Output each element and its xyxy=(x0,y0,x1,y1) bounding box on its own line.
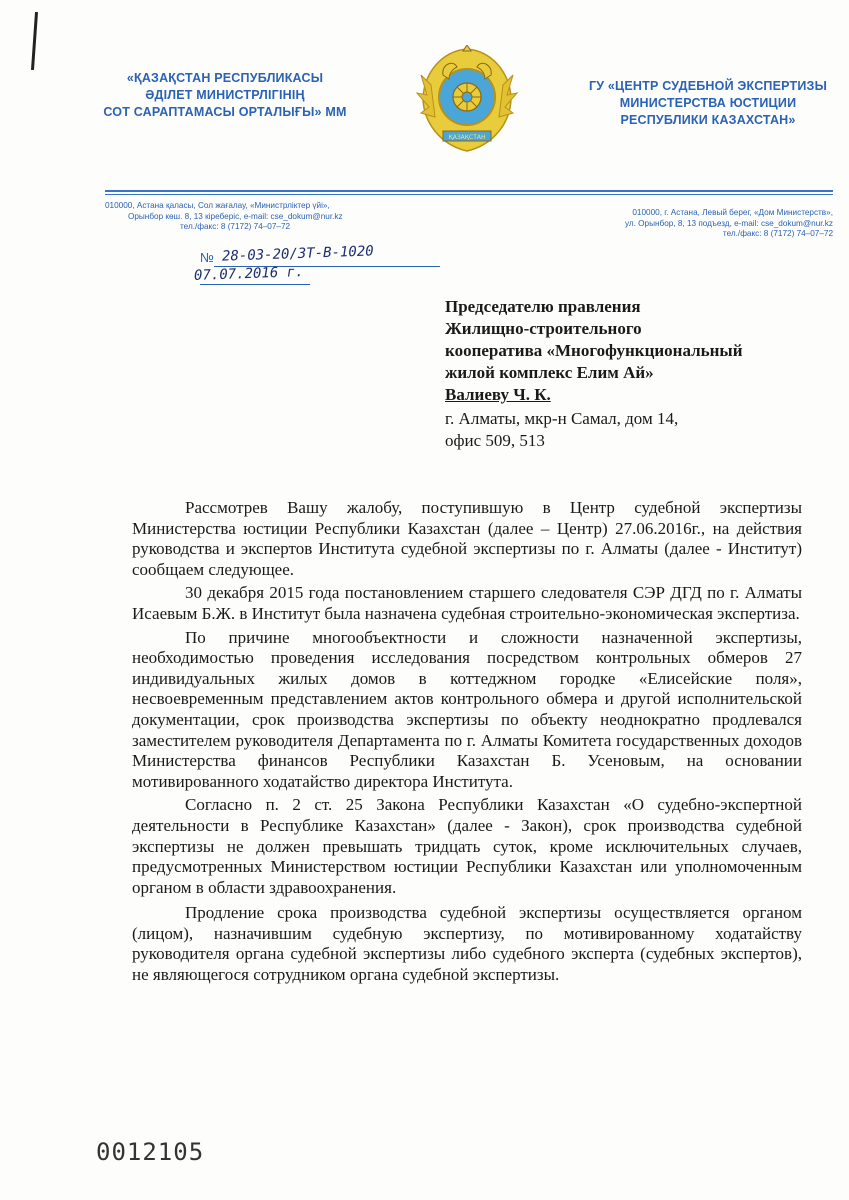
outgoing-number-field xyxy=(193,243,440,288)
letterhead-left xyxy=(100,70,350,121)
body-paragraph: Рассмотрев Вашу жалобу, поступившую в Центр судебной экспертизы Министерства юстиции Республики Казахстан (далее – Центр) 27.06.2016г., на действия руководства и экспертов Института судебной экспертизы по г. Алматы (далее - Институт) сообщаем следующее. xyxy=(132,498,802,579)
recipient-line: Председателю правления xyxy=(445,297,641,316)
letterhead-right-line: МИНИСТЕРСТВА ЮСТИЦИИ xyxy=(619,96,797,110)
letterhead-right xyxy=(578,78,838,129)
letterhead-rule xyxy=(105,190,833,192)
recipient-line: жилой комплекс Елим Ай» xyxy=(445,363,654,382)
address-right-line: ул. Орынбор, 8, 13 подъезд, e-mail: cse_dokum@nur.kz xyxy=(624,218,833,228)
recipient-line: кооператива «Многофункциональный xyxy=(445,341,743,360)
address-right xyxy=(560,208,833,240)
letterhead-rule-thin xyxy=(105,194,833,195)
recipient-block xyxy=(445,296,825,452)
body-paragraph: Продление срока производства судебной экспертизы осуществляется органом (лицом), назначившим судебную экспертизу, по мотивированному ходатайству руководителя органа судебной экспертизы либо судебного эксперта (судебных экспертов), не являющегося сотрудником органа судебной экспертизы. xyxy=(132,903,802,985)
letterhead-left-line: СОТ САРАПТАМАСЫ ОРТАЛЫҒЫ» ММ xyxy=(103,105,347,119)
address-left-line: Орынбор көш. 8, 13 кіреберіс, e-mail: cse_dokum@nur.kz xyxy=(128,211,343,221)
letterhead-left-line: «ҚАЗАҚСТАН РЕСПУБЛИКАСЫ xyxy=(126,71,324,85)
letterhead-right-line: ГУ «ЦЕНТР СУДЕБНОЙ ЭКСПЕРТИЗЫ xyxy=(588,79,828,93)
letter-body xyxy=(132,498,802,986)
recipient-address: офис 509, 513 xyxy=(445,431,545,450)
number-sign: № xyxy=(200,250,214,265)
recipient-name: Валиеву Ч. К. xyxy=(445,385,551,404)
address-right-line: тел./факс: 8 (7172) 74–07–72 xyxy=(722,229,833,238)
recipient-line: Жилищно-строительного xyxy=(445,319,642,338)
letterhead-left-line: ӘДІЛЕТ МИНИСТРЛІГІНІҢ xyxy=(145,88,305,102)
date-underline xyxy=(200,284,310,285)
address-right-line: 010000, г. Астана, Левый берег, «Дом Министерств», xyxy=(632,208,833,217)
body-paragraph: 30 декабря 2015 года постановлением старшего следователя СЭР ДГД по г. Алматы Исаевым Б.Ж. в Институт была назначена судебная строительно-экономическая экспертиза. xyxy=(132,583,802,623)
outgoing-number: 28-03-20/ЗТ-В-1020 xyxy=(221,243,374,265)
margin-mark xyxy=(31,12,38,70)
address-left xyxy=(105,201,405,233)
emblem-text: ҚАЗАҚСТАН xyxy=(448,134,486,141)
body-paragraph: Согласно п. 2 ст. 25 Закона Республики Казахстан «О судебно-экспертной деятельности в Республике Казахстан» (далее - Закон), срок производства судебной экспертизы не должен превышать тридцать суток, кроме исключительных случаев, предусмотренных Министерством юстиции Республики Казахстан или уполномоченным органом в области здравоохранения. xyxy=(132,795,802,897)
letterhead-right-line: РЕСПУБЛИКИ КАЗАХСТАН» xyxy=(620,113,796,127)
state-emblem xyxy=(413,45,521,157)
outgoing-date: 07.07.2016 г. xyxy=(193,264,304,284)
address-left-line: тел./факс: 8 (7172) 74–07–72 xyxy=(180,222,291,231)
body-paragraph: По причине многообъектности и сложности назначенной экспертизы, необходимостью проведения исследования посредством контрольных обмеров 27 индивидуальных жилых домов в коттеджном городке «Елисейские поля», несвоевременным представлением актов контрольного обмера и другой исполнительской документации, срок производства экспертизы по объекту неоднократно продлевался заместителем руководителя Департамента по г. Алматы Комитета государственных доходов Министерства финансов Республики Казахстан Б. Усеновым, на основании мотивированного ходатайство директора Института. xyxy=(132,627,802,791)
document-serial-number: 0012105 xyxy=(96,1138,205,1166)
recipient-address: г. Алматы, мкр-н Самал, дом 14, xyxy=(445,409,679,428)
address-left-line: 010000, Астана қаласы, Сол жағалау, «Министрліктер үйі», xyxy=(105,201,330,210)
